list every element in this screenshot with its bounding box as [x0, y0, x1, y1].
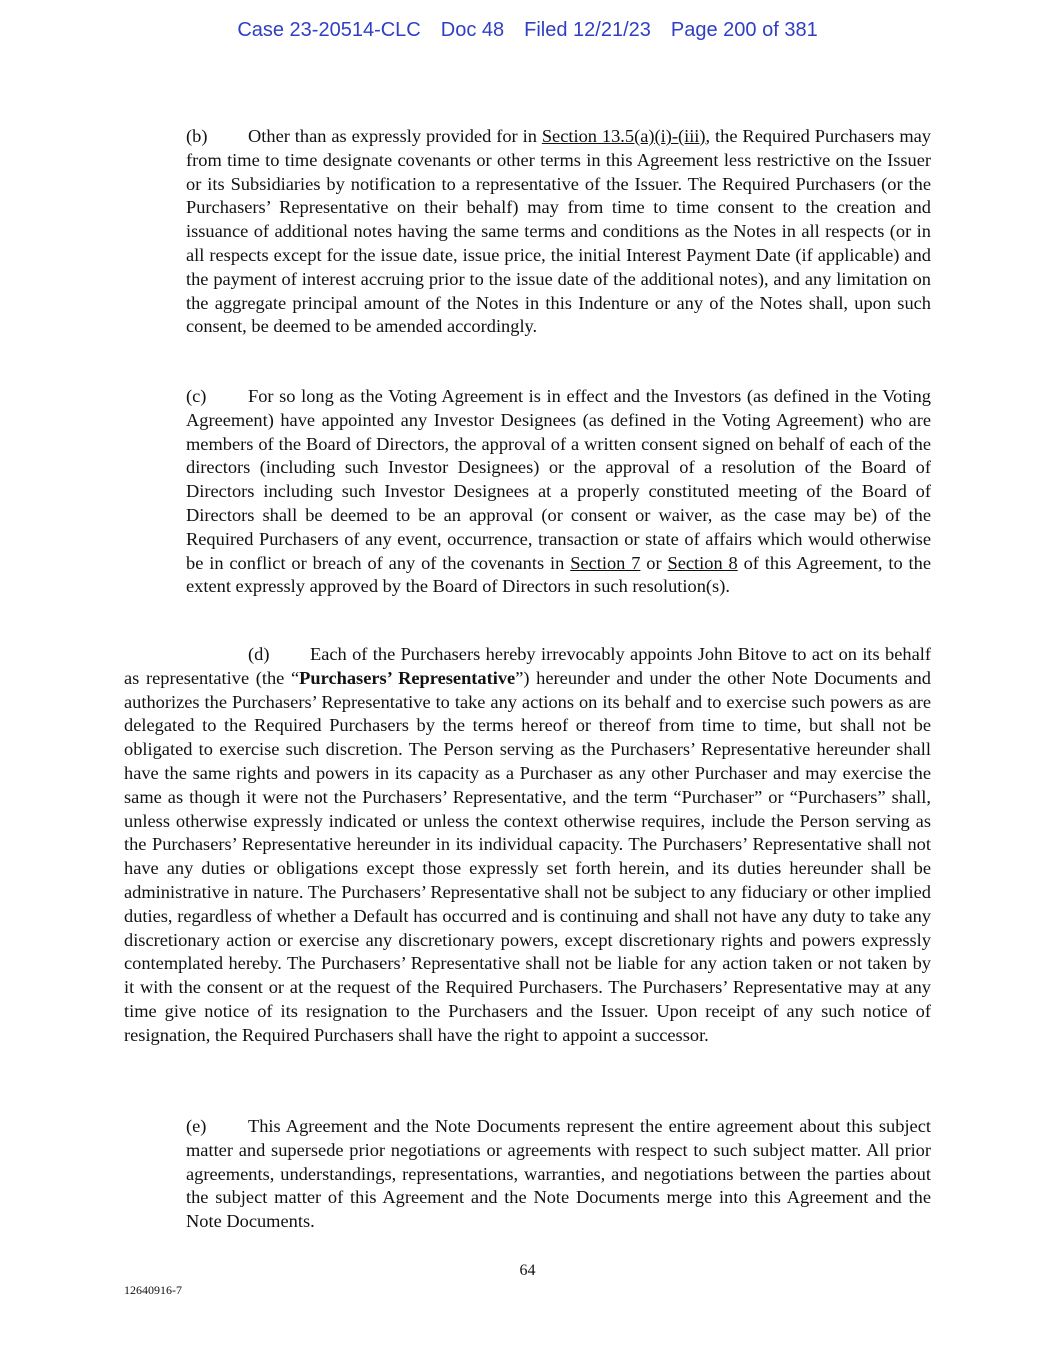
paragraph-label: (d)	[248, 644, 270, 664]
document-id: 12640916-7	[124, 1283, 182, 1297]
paragraph-b	[186, 125, 931, 339]
section-reference: Section 13.5(a)(i)-(iii)	[541, 126, 706, 146]
paragraph-label: (c)	[186, 386, 207, 406]
paragraph-label: (b)	[186, 126, 208, 146]
defined-term: Purchasers’ Representative	[299, 667, 516, 688]
paragraph-d	[124, 643, 931, 1048]
paragraph-text: of this Agreement, to the extent expressly approved by the Board of Directors in such resolution(s).	[186, 552, 931, 597]
page-number: 64	[519, 1262, 536, 1279]
case-number: Case 23-20514-CLC	[237, 19, 421, 41]
paragraph-c	[186, 385, 931, 599]
paragraph-e	[186, 1115, 931, 1234]
paragraph-text: Each of the Purchasers hereby irrevocably appoints John Bitove to act on its behalf as representative (the “	[124, 644, 931, 688]
paragraph-text: or	[640, 552, 668, 573]
paragraph-text: , the Required Purchasers may from time to time designate covenants or other terms in this Agreement less restrictive on the Issuer or its Subsidiaries by notification to a representative of the Issuer. The Required Purchasers (or the Purchasers’ Representative on their behalf) may from time to time consent to the creation and issuance of additional notes having the same terms and conditions as the Notes in all respects (or in all respects except for the issue date, issue price, the initial Interest Payment Date (if applicable) and the payment of interest accruing prior to the issue date of the additional notes), and any limitation on the aggregate principal amount of the Notes in this Indenture or any of the Notes shall, upon such consent, be deemed to be amended accordingly.	[186, 126, 931, 337]
paragraph-text: This Agreement and the Note Documents represent the entire agreement about this subject matter and supersede prior negotiations or agreements with respect to such subject matter. All prior agreements, understandings, representations, warranties, and negotiations between the parties about the subject matter of this Agreement and the Note Documents merge into this Agreement and the Note Documents.	[186, 1116, 931, 1232]
paragraph-text: For so long as the Voting Agreement is in effect and the Investors (as defined in the Voting Agreement) have appointed any Investor Designees (as defined in the Voting Agreement) who are members of the Board of Directors, the approval of a written consent signed on behalf of each of the directors (including such Investor Designees) or the approval of a resolution of the Board of Directors including such Investor Designees at a properly constituted meeting of the Board of Directors shall be deemed to be an approval (or consent or waiver, as the case may be) of the Required Purchasers of any event, occurrence, transaction or state of affairs which would otherwise be in conflict or breach of any of the covenants in	[186, 386, 931, 573]
page-of-total: Page 200 of 381	[670, 19, 818, 41]
doc-number: Doc 48	[440, 19, 505, 41]
paragraph-label: (e)	[186, 1116, 207, 1136]
section-reference: Section 7	[570, 552, 641, 573]
paragraph-text: Other than as expressly provided for in	[248, 126, 542, 146]
case-header	[0, 19, 1055, 42]
paragraph-text: ”) hereunder and under the other Note Documents and authorizes the Purchasers’ Representative to take any actions on its behalf and to exercise such powers as are delegated to the Required Purchasers by the terms hereof or thereof from time to time, but shall not be obligated to exercise such discretion. The Person serving as the Purchasers’ Representative hereunder shall have the same rights and powers in its capacity as a Purchaser as any other Purchaser and may exercise the same as though it were not the Purchasers’ Representative, and the term “Purchaser” or “Purchasers” shall, unless otherwise expressly indicated or unless the context otherwise requires, include the Person serving as the Purchasers’ Representative hereunder in its individual capacity. The Purchasers’ Representative shall not have any duties or obligations except those expressly set forth herein, and its duties hereunder shall be administrative in nature. The Purchasers’ Representative shall not be subject to any fiduciary or other implied duties, regardless of whether a Default has occurred and is continuing and shall not have any duty to take any discretionary action or exercise any discretionary powers, except discretionary rights and powers expressly contemplated hereby. The Purchasers’ Representative shall not be liable for any action taken or not taken by it with the consent or at the request of the Required Purchasers. The Purchasers’ Representative may at any time give notice of its resignation to the Purchasers and the Issuer. Upon receipt of any such notice of resignation, the Required Purchasers shall have the right to appoint a successor.	[124, 667, 932, 1045]
section-reference: Section 8	[667, 552, 738, 573]
filed-date: Filed 12/21/23	[524, 19, 651, 41]
